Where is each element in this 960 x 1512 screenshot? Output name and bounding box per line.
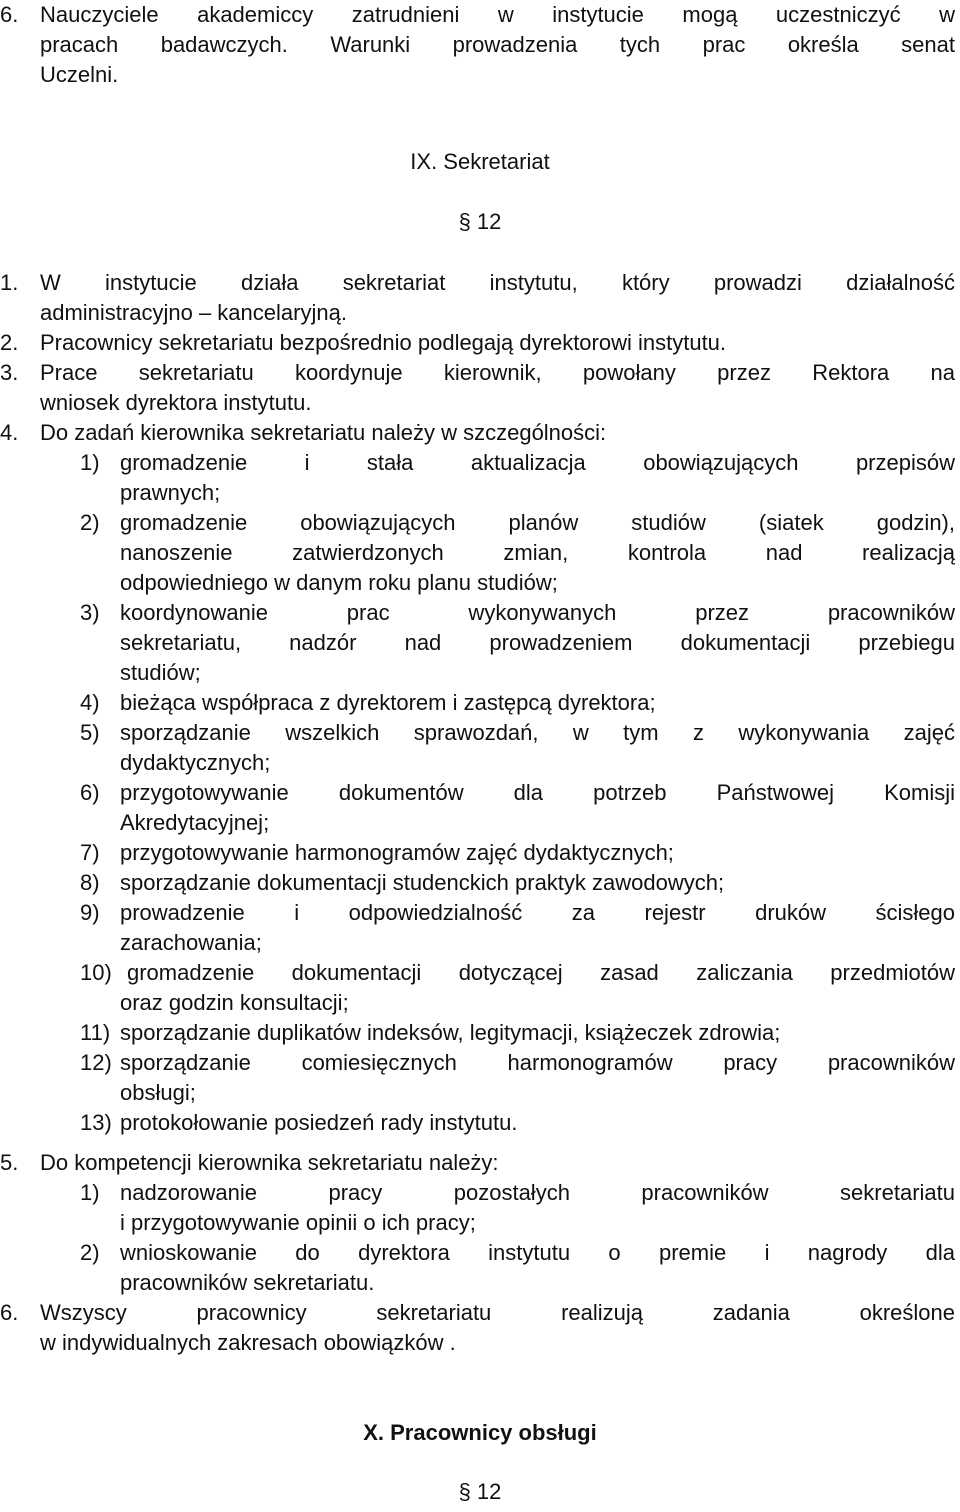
doc-line [0, 778, 955, 808]
doc-line [0, 748, 955, 778]
doc-line [0, 568, 955, 598]
doc-line [0, 478, 955, 508]
line-text: zarachowania; [120, 930, 262, 955]
doc-line [0, 1208, 955, 1238]
doc-line [0, 1328, 955, 1358]
doc-line [0, 1238, 955, 1268]
doc-line [0, 508, 955, 538]
item-number: 3. [0, 360, 19, 385]
item-number: 6) [80, 780, 100, 805]
line-text: odpowiedniego w danym roku planu studiów; [120, 570, 558, 595]
doc-line [0, 448, 955, 478]
line-text: administracyjno – kancelaryjną. [40, 300, 347, 325]
doc-line [0, 838, 955, 868]
doc-line [0, 598, 955, 628]
line-text: protokołowanie posiedzeń rady instytutu. [120, 1110, 518, 1135]
item-number: 6. [0, 2, 19, 27]
line-text: Akredytacyjnej; [120, 810, 270, 835]
doc-line [0, 688, 955, 718]
doc-line [0, 358, 955, 388]
line-text: wniosek dyrektora instytutu. [40, 390, 312, 415]
item-number: 6. [0, 1300, 19, 1325]
item-number: 1) [80, 450, 100, 475]
section-heading: X. Pracownicy obsługi [363, 1420, 597, 1445]
doc-line [0, 1148, 955, 1178]
line-text: wnioskowanie do dyrektora instytutu o premie i nagrody dla [120, 1240, 955, 1265]
item-number: 9) [80, 900, 100, 925]
doc-line [0, 718, 955, 748]
line-text: koordynowanie prac wykonywanych przez pracowników [120, 600, 955, 625]
doc-line [0, 1178, 955, 1208]
line-text: Pracownicy sekretariatu bezpośrednio podlegają dyrektorowi instytutu. [40, 330, 727, 355]
line-text: pracach badawczych. Warunki prowadzenia tych prac określa senat [40, 32, 955, 57]
doc-line [0, 1298, 955, 1328]
line-text: i przygotowywanie opinii o ich pracy; [120, 1210, 476, 1235]
line-text: nadzorowanie pracy pozostałych pracowników sekretariatu [120, 1180, 955, 1205]
doc-line [0, 988, 955, 1018]
doc-line [0, 868, 955, 898]
item-number: 2. [0, 330, 19, 355]
item-number: 5) [80, 720, 100, 745]
doc-line [0, 30, 955, 60]
doc-line [0, 928, 955, 958]
item-number: 1) [80, 1180, 100, 1205]
doc-line [0, 268, 955, 298]
line-text: Uczelni. [40, 62, 119, 87]
paragraph-number: § 12 [458, 1479, 502, 1504]
line-text: sporządzanie duplikatów indeksów, legitymacji, książeczek zdrowia; [120, 1020, 781, 1045]
item-number: 8) [80, 870, 100, 895]
doc-line [0, 1048, 955, 1078]
item-number: 10) [80, 960, 112, 985]
doc-line [0, 388, 955, 418]
doc-line [0, 658, 955, 688]
item-number: 11) [80, 1020, 111, 1045]
line-text: gromadzenie dokumentacji dotyczącej zasad zaliczania przedmiotów [127, 960, 955, 985]
item-number: 4. [0, 420, 19, 445]
line-text: Prace sekretariatu koordynuje kierownik, powołany przez Rektora na [40, 360, 955, 385]
doc-line [0, 298, 955, 328]
line-text: dydaktycznych; [120, 750, 271, 775]
doc-line [0, 808, 955, 838]
line-text: gromadzenie i stała aktualizacja obowiązujących przepisów [120, 450, 955, 475]
item-number: 5. [0, 1150, 19, 1175]
line-text: prawnych; [120, 480, 221, 505]
item-number: 13) [80, 1110, 112, 1135]
item-number: 2) [80, 1240, 100, 1265]
paragraph-number: § 12 [458, 209, 502, 234]
line-text: pracowników sekretariatu. [120, 1270, 375, 1295]
line-text: Do zadań kierownika sekretariatu należy w szczególności: [40, 420, 607, 445]
doc-line [0, 1018, 955, 1048]
doc-line [0, 1078, 955, 1108]
doc-line [0, 898, 955, 928]
line-text: prowadzenie i odpowiedzialność za rejestr druków ścisłego [120, 900, 955, 925]
line-text: przygotowywanie dokumentów dla potrzeb Państwowej Komisji [120, 780, 955, 805]
item-number: 2) [80, 510, 100, 535]
doc-line [0, 60, 955, 90]
line-text: sporządzanie wszelkich sprawozdań, w tym z wykonywania zajęć [120, 720, 955, 745]
line-text: Wszyscy pracownicy sekretariatu realizują zadania określone [40, 1300, 955, 1325]
line-text: gromadzenie obowiązujących planów studiów (siatek godzin), [120, 510, 955, 535]
line-text: Do kompetencji kierownika sekretariatu należy: [40, 1150, 499, 1175]
line-text: sporządzanie dokumentacji studenckich praktyk zawodowych; [120, 870, 725, 895]
line-text: oraz godzin konsultacji; [120, 990, 349, 1015]
line-text: bieżąca współpraca z dyrektorem i zastępcą dyrektora; [120, 690, 656, 715]
section-heading: IX. Sekretariat [410, 149, 550, 174]
doc-line [0, 1268, 955, 1298]
line-text: sekretariatu, nadzór nad prowadzeniem dokumentacji przebiegu [120, 630, 955, 655]
doc-line [0, 958, 955, 988]
doc-line [0, 418, 955, 448]
doc-line [0, 328, 955, 358]
line-text: przygotowywanie harmonogramów zajęć dydaktycznych; [120, 840, 674, 865]
line-text: nanoszenie zatwierdzonych zmian, kontrola nad realizacją [120, 540, 955, 565]
line-text: w indywidualnych zakresach obowiązków . [40, 1330, 456, 1355]
item-number: 1. [0, 270, 19, 295]
item-number: 4) [80, 690, 100, 715]
doc-line [0, 0, 955, 30]
item-number: 3) [80, 600, 100, 625]
line-text: studiów; [120, 660, 201, 685]
item-number: 12) [80, 1050, 112, 1075]
line-text: obsługi; [120, 1080, 196, 1105]
line-text: sporządzanie comiesięcznych harmonogramów pracy pracowników [120, 1050, 955, 1075]
line-text: Nauczyciele akademiccy zatrudnieni w instytucie mogą uczestniczyć w [40, 2, 955, 27]
doc-line [0, 1108, 955, 1138]
item-number: 7) [80, 840, 100, 865]
doc-line [0, 538, 955, 568]
line-text: W instytucie działa sekretariat instytutu, który prowadzi działalność [40, 270, 955, 295]
doc-line [0, 628, 955, 658]
